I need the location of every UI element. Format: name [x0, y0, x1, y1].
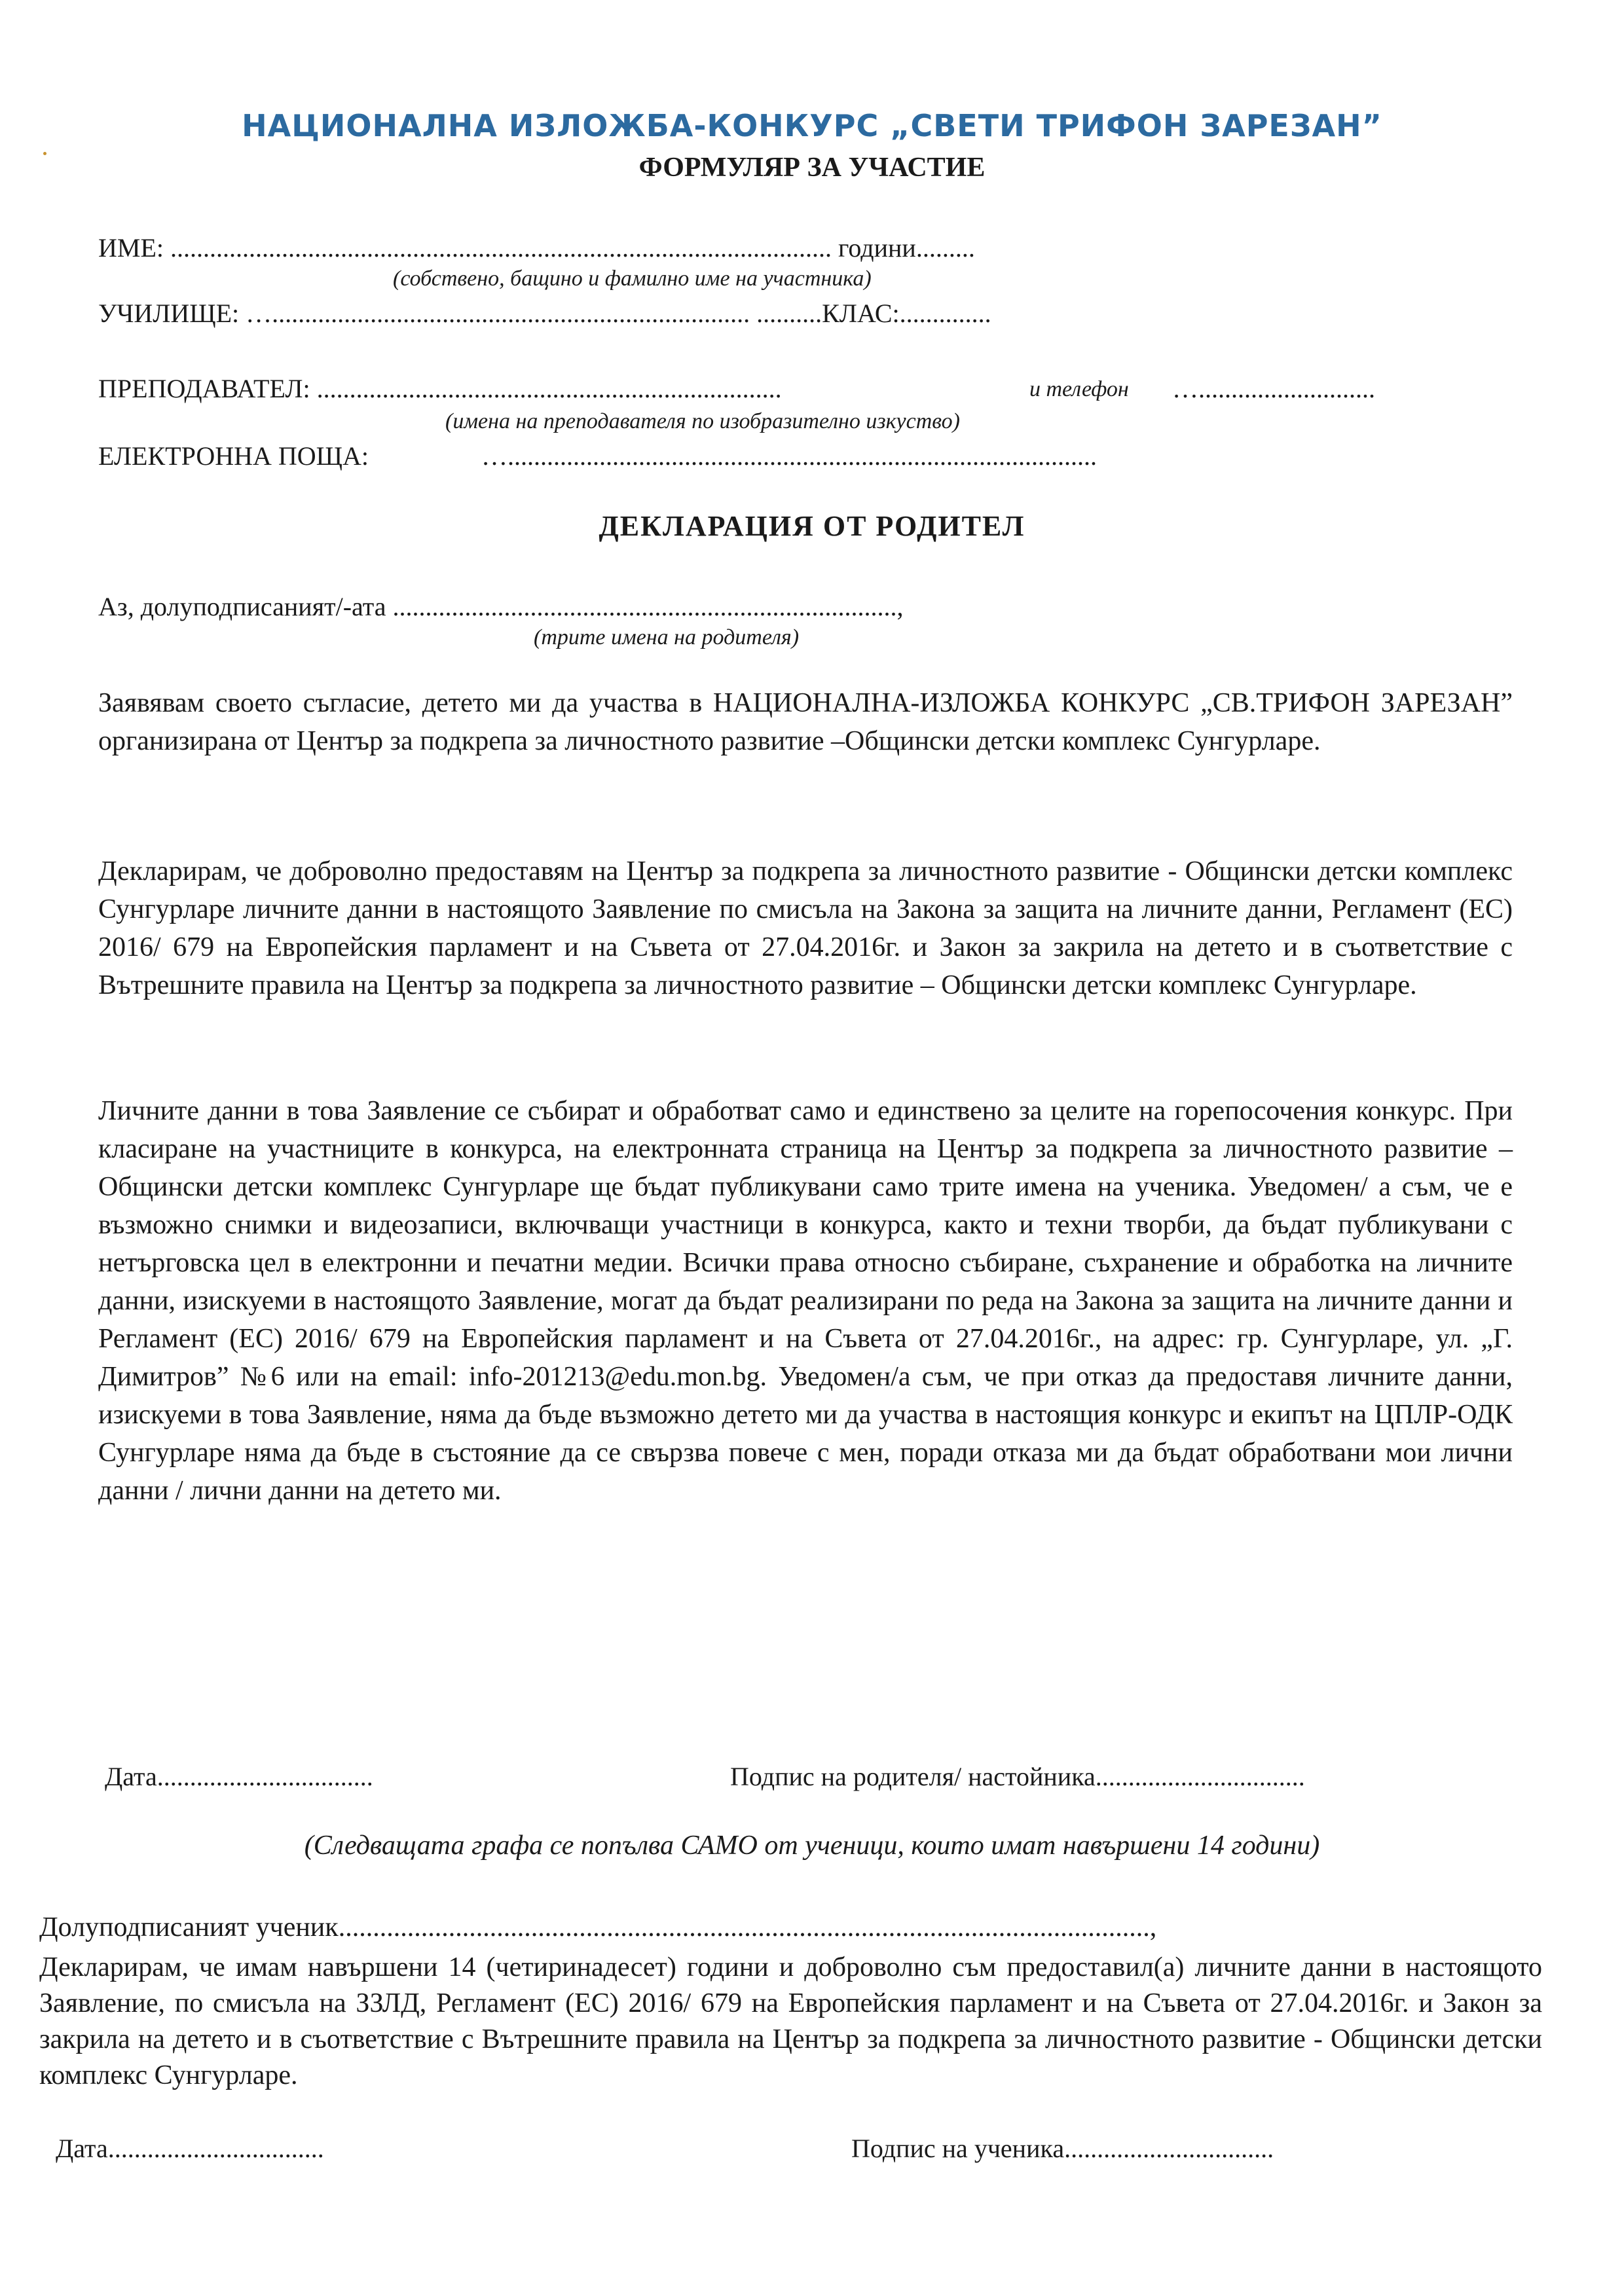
student-declaration-text: Декларирам, че имам навършени 14 (четиринадесет) години и доброволно съм предоставил(а) личните данни в настоящото Заявление, по смисъла на ЗЗЛД, Регламент (ЕС) 2016/ 679 на Европейския парламент и на Съвета от 27.04.2016г. и Закон за закрила на детето и в съответствие с Вътрешните правила на Център за подкрепа за личностното развитие - Общински детски комплекс Сунгурларе.	[39, 1952, 1542, 2090]
name-hint: (собствено, бащино и фамилно име на участника)	[393, 266, 872, 291]
consent-paragraph: Заявявам своето съгласие, детето ми да участва в НАЦИОНАЛНА-ИЗЛОЖБА КОНКУРС „СВ.ТРИФОН ЗАРЕЗАН” организирана от Център за подкрепа за личностното развитие –Общински детски комплекс Сунгурларе.	[98, 688, 1513, 756]
parent-name-field[interactable]: Аз, долуподписаният/-ата .............................................................................,	[98, 592, 904, 621]
parent-name-hint: (трите имена на родителя)	[534, 625, 800, 649]
teacher-phone-label: и телефон	[1029, 377, 1129, 401]
name-field[interactable]: ИМЕ: ..................................................................................................... години.........	[98, 233, 975, 263]
student-name-field[interactable]: Долуподписаният ученик......................................................................................................................,	[39, 1912, 1157, 1942]
student-date-field[interactable]: Дата.................................	[56, 2134, 324, 2163]
document-title: НАЦИОНАЛНА ИЗЛОЖБА-КОНКУРС „СВЕТИ ТРИФОН ЗАРЕЗАН”	[242, 108, 1382, 143]
email-label: ЕЛЕКТРОННА ПОЩА:	[98, 441, 369, 471]
parent-date-field[interactable]: Дата.................................	[105, 1762, 373, 1791]
parent-signature-field[interactable]: Подпис на родителя/ настойника................................	[730, 1762, 1305, 1791]
data-declaration-paragraph: Декларирам, че доброволно предоставям на Център за подкрепа за личностното развитие - Общински детски комплекс Сунгурларе личните данни в настоящото Заявление по смисъла на Закона за защита на личните данни, Регламент (ЕС) 2016/ 679 на Европейския парламент и на Съвета от 27.04.2016г. и Закон за закрила на детето и в съответствие с Вътрешните правила на Център за подкрепа за личностното развитие – Общински детски комплекс Сунгурларе.	[98, 856, 1513, 1000]
teacher-phone-field[interactable]: …...........................	[1172, 374, 1375, 403]
document-subtitle: ФОРМУЛЯР ЗА УЧАСТИЕ	[638, 153, 986, 183]
student-signature-field[interactable]: Подпис на ученика................................	[851, 2134, 1274, 2163]
data-processing-paragraph: Личните данни в това Заявление се събират и обработват само и единствено за целите на горепосочения конкурс. При класиране на участниците в конкурса, на електронната страница на Център за подкрепа за личностното развитие – Общински детски комплекс Сунгурларе ще бъдат публикувани само трите имена на ученика. Уведомен/ а съм, че е възможно снимки и видеозаписи, включващи участници в конкурса, както и техни творби, да бъдат публикувани с нетърговска цел в електронни и печатни медии. Всички права относно събиране, съхранение и обработка на личните данни, изискуеми в настоящото Заявление, могат да бъдат реализирани по реда на Закона за защита на личните данни и Регламент (ЕС) 2016/ 679 на Европейския парламент и на Съвета от 27.04.2016г., на адрес: гр. Сунгурларе, ул. „Г. Димитров” №6 или на email: info-201213@edu.mon.bg. Уведомен/а съм, че при отказ да предоставя личните данни, изискуеми в това Заявление, няма да бъде възможно детето ми да участва в настоящия конкурс и екипът на ЦПЛР-ОДК Сунгурларе няма да бъде в състояние да се свързва повече с мен, поради отказа ми да бъдат обработвани мои лични данни / лични данни на детето ми.	[98, 1096, 1513, 1506]
email-field[interactable]: …..........................................................................................	[481, 441, 1097, 471]
students-14-note: (Следващата графа се попълва САМО от ученици, които имат навършени 14 години)	[304, 1831, 1320, 1861]
teacher-hint: (имена на преподавателя по изобразително изкуство)	[445, 409, 960, 433]
declaration-title: ДЕКЛАРАЦИЯ ОТ РОДИТЕЛ	[599, 510, 1025, 542]
teacher-field[interactable]: ПРЕПОДАВАТЕЛ: .......................................................................	[98, 374, 782, 403]
school-class-field[interactable]: УЧИЛИЩЕ: …......................................................................... ..........КЛАС:..............	[98, 299, 991, 328]
